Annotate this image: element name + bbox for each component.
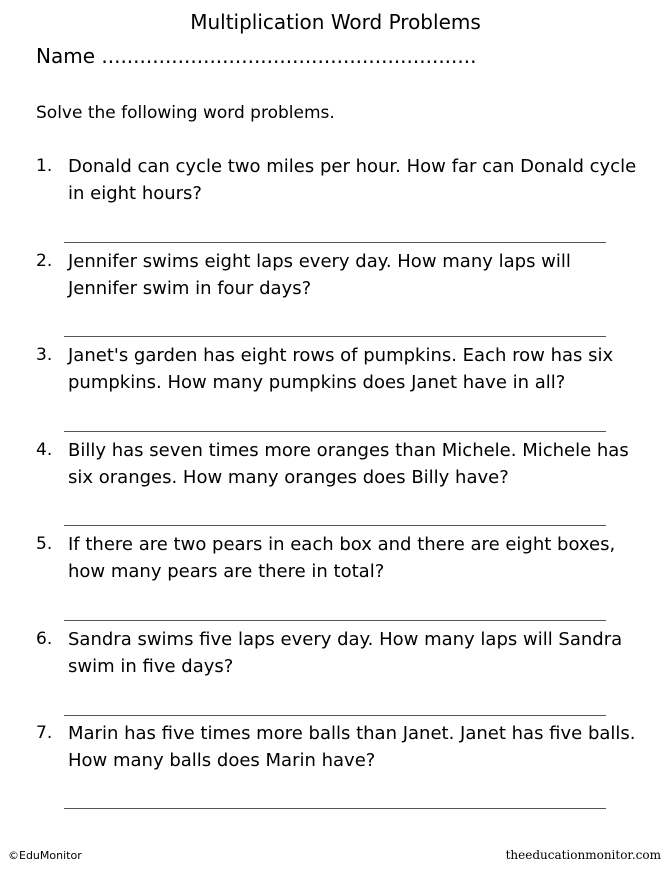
answer-line xyxy=(64,620,606,621)
problem-number: 7. xyxy=(36,723,53,743)
problem-text: If there are two pears in each box and there are eight boxes, how many pears are there in total? xyxy=(68,534,616,582)
problem-number: 2. xyxy=(36,251,53,271)
copyright-text: ©EduMonitor xyxy=(8,849,82,862)
answer-line xyxy=(64,525,606,526)
problem-text: Janet's garden has eight rows of pumpkins. Each row has six pumpkins. How many pumpkins does Janet have in all? xyxy=(68,345,614,393)
problem-text: Jennifer swims eight laps every day. How many laps will Jennifer swim in four days? xyxy=(68,251,571,299)
problem-text: Donald can cycle two miles per hour. How far can Donald cycle in eight hours? xyxy=(68,156,637,204)
instructions: Solve the following word problems. xyxy=(36,103,335,123)
problem-text: Billy has seven times more oranges than Michele. Michele has six oranges. How many oranges does Billy have? xyxy=(68,440,629,488)
answer-line xyxy=(64,431,606,432)
answer-line xyxy=(64,808,606,809)
problem-text: Marin has five times more balls than Janet. Janet has five balls. How many balls does Marin have? xyxy=(68,723,636,771)
problem-number: 1. xyxy=(36,156,53,176)
problem-number: 5. xyxy=(36,534,53,554)
name-field xyxy=(36,44,636,68)
problem-number: 3. xyxy=(36,345,53,365)
problem-number: 4. xyxy=(36,440,53,460)
answer-line xyxy=(64,336,606,337)
answer-line xyxy=(64,242,606,243)
problem-text: Sandra swims five laps every day. How many laps will Sandra swim in five days? xyxy=(68,629,623,677)
name-dotted-line: ........................................................... xyxy=(101,44,477,68)
name-label: Name xyxy=(36,44,96,68)
website-text: theeducationmonitor.com xyxy=(505,848,661,862)
problem-number: 6. xyxy=(36,629,53,649)
answer-line xyxy=(64,715,606,716)
page-title: Multiplication Word Problems xyxy=(190,10,481,34)
